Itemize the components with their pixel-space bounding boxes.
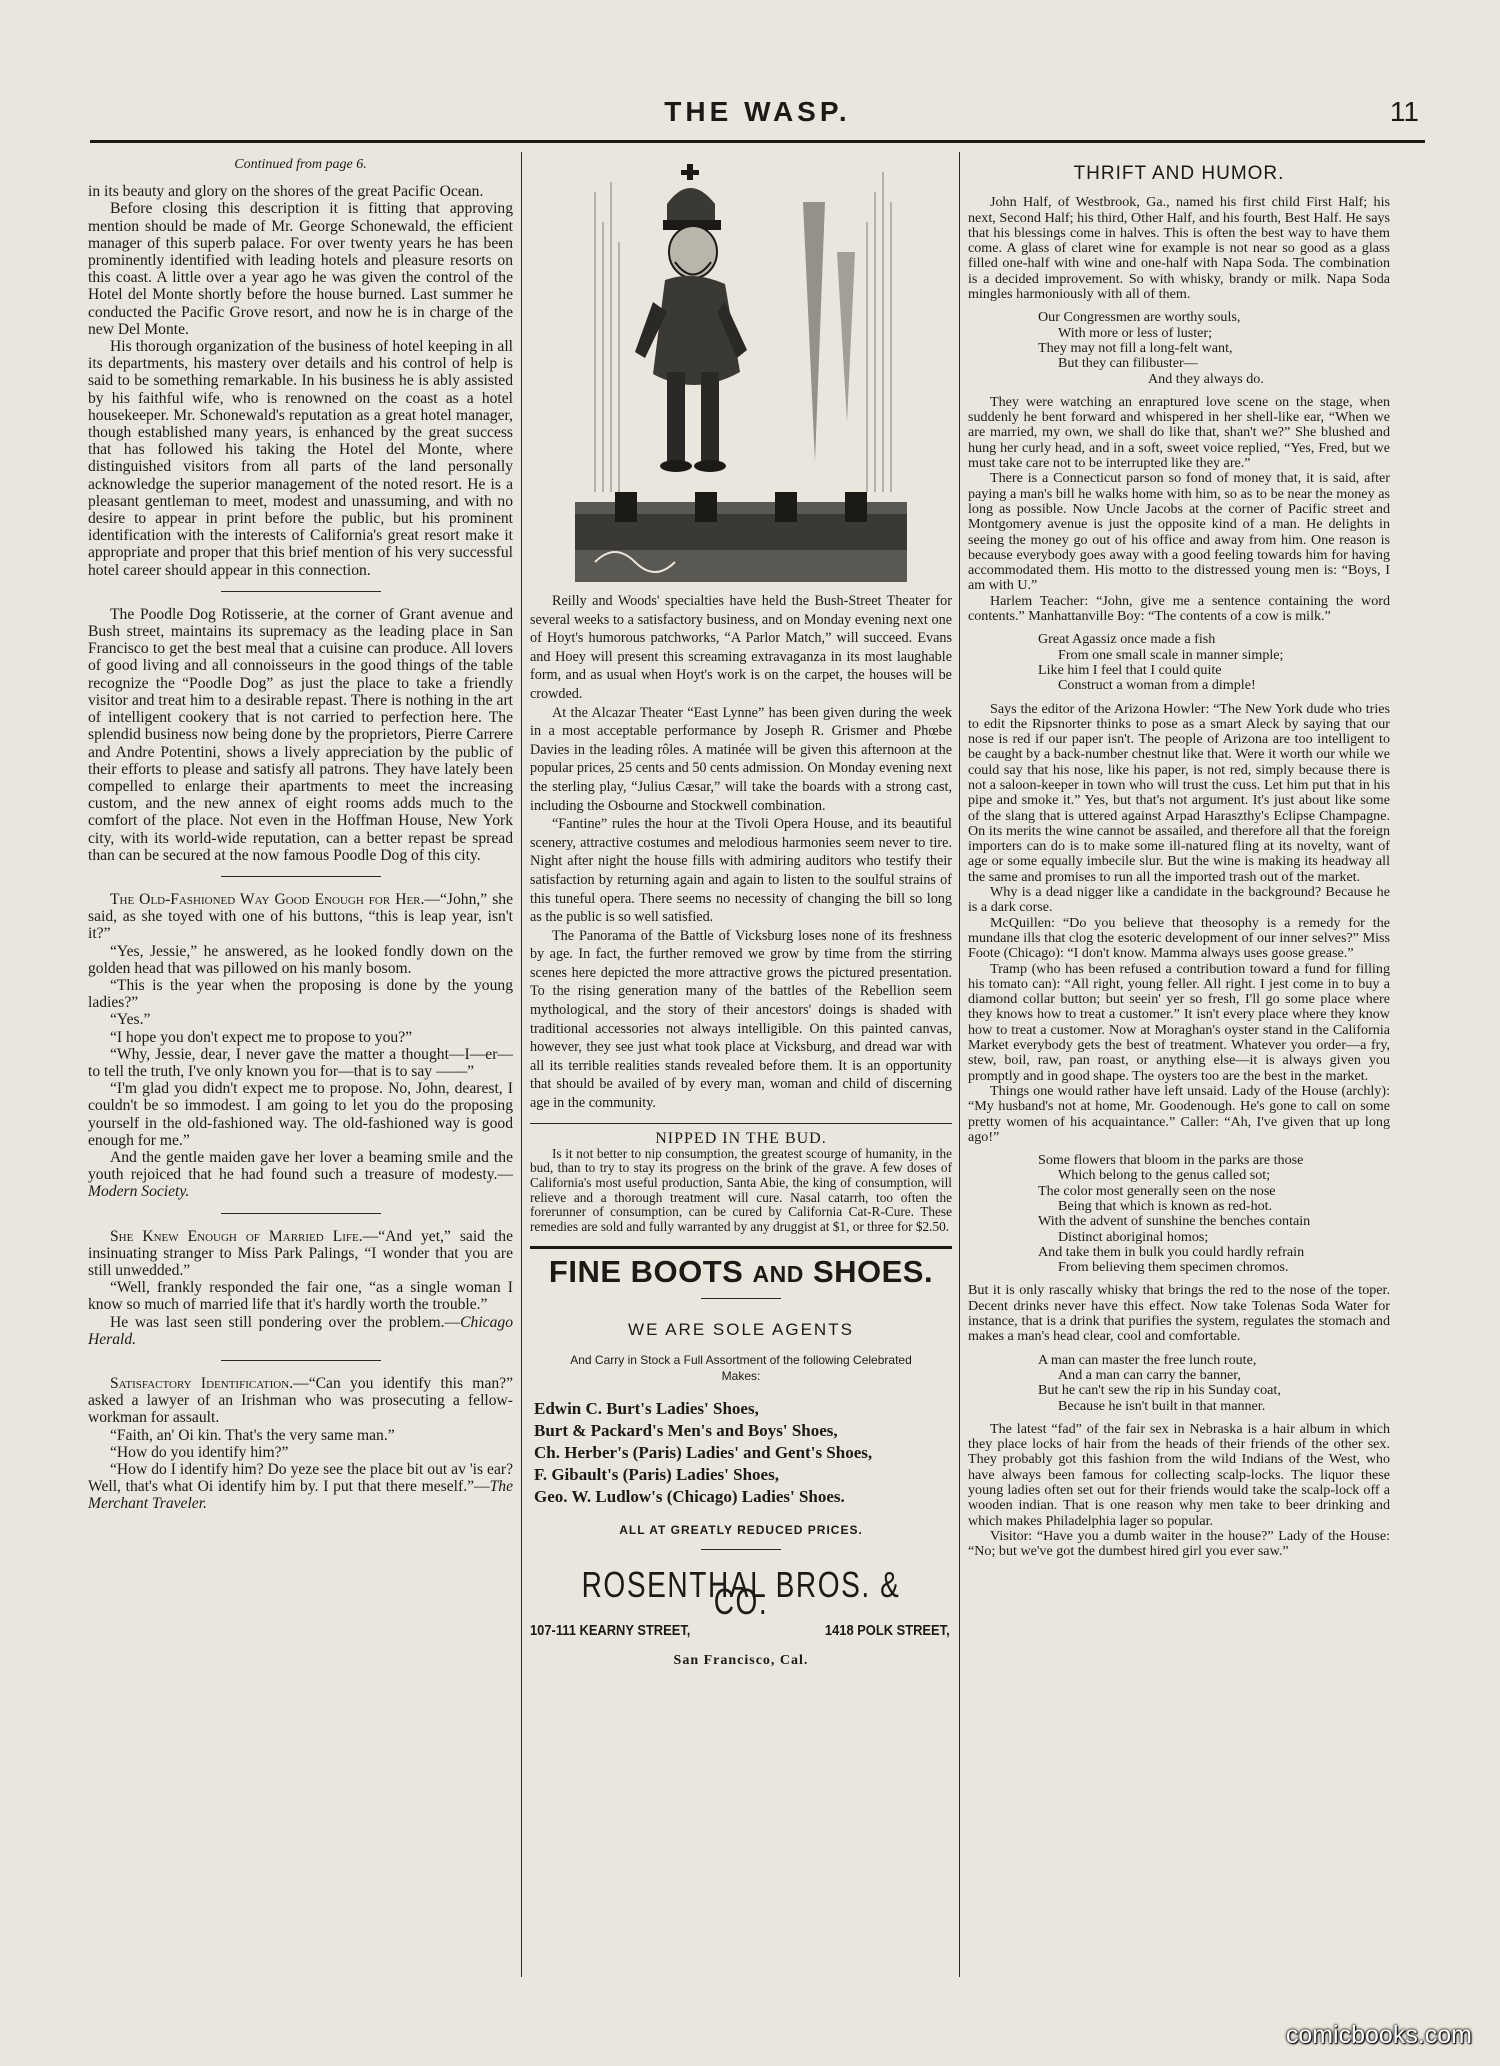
paragraph: “I'm glad you didn't expect me to propose. No, John, dearest, I couldn't be so immodest. I am going to let you do the proposing yourself in the old-fashioned way. The old-fashioned way is good enough for me.” [88, 1080, 513, 1149]
column-center [530, 152, 952, 1669]
ad-store-name: ROSENTHAL BROS. & CO. [581, 1564, 901, 1623]
paragraph: Reilly and Woods' specialties have held the Bush-Street Theater for several weeks to a satisfactory business, and on Monday evening next one of Hoyt's humorous patchworks, “A Parlor Match,” will succeed. Evans and Hoey will present this screaming extravaganza in its most laughable form, and as usual when Hoyt's work is on the carpet, the houses will be crowded. [530, 593, 952, 702]
paragraph: “Why, Jessie, dear, I never gave the matter a thought—I—er—to tell the truth, I've only known you for—that is to say ——” [88, 1045, 513, 1080]
divider [701, 1298, 781, 1299]
paragraph: Tramp (who has been refused a contribution toward a fund for filling his tomato can): “All right, young feller. All right. I jest come in to buy a diamond collar button; but seein' yer so fresh, I'll go some place where they knows how to treat a customer.” It isn't every place where they know how to treat a customer. Now at Moraghan's oyster stand in the California Market everybody gets the best of treatment. Whatever you order—a fry, stew, boil, raw, pan roast, or anything else—it is always given you promptly and in good shape. The oysters too are the best in the market. [968, 960, 1390, 1084]
poem [1038, 1153, 1390, 1275]
anecdote-end [88, 1461, 513, 1513]
ad-brand: Edwin C. Burt's Ladies' Shoes, [534, 1398, 759, 1418]
poem-line: And a man can carry the banner, [1058, 1366, 1241, 1383]
continued-note: Continued from page 6. [234, 157, 367, 172]
ad-title-part: SHOES. [812, 1254, 934, 1290]
column-divider [959, 152, 960, 1977]
ad-brand: Geo. W. Ludlow's (Chicago) Ladies' Shoes. [534, 1486, 845, 1506]
paragraph: “Yes.” [110, 1011, 151, 1029]
ad-brand: Ch. Herber's (Paris) Ladies' and Gent's Shoes, [534, 1442, 873, 1462]
advertisement-rule [530, 1246, 952, 1249]
poem-line: Our Congressmen are worthy souls, [1038, 309, 1241, 326]
ad-addresses [530, 1622, 950, 1639]
notice-heading: NIPPED IN THE BUD. [655, 1129, 827, 1147]
paragraph: There is a Connecticut parson so fond of money that, it is said, after paying a man's bill he walks home with him, so as to be near the money as long as possible. Now Uncle Jacobs at the corner of Pacific street and Montgomery avenue is just the opposite kind of a man. He delights in seeing the money go out of his office and away from him. One reason is because everybody goes away with a good feeling towards him for having accommodated them. His motto to the distressed young men is: “Boys, I am with U.” [968, 470, 1390, 594]
paragraph-text: And the gentle maiden gave her lover a beaming smile and the youth rejoiced that he had found such a treasure of modesty.— [88, 1148, 513, 1184]
paragraph: His thorough organization of the business of hotel keeping in all its departments, his mastery over details and his control of help is said to be something remarkable. In his business he is ably assisted by his faithful wife, who is renowned on the coast as a hotel housekeeper. Mr. Schonewald's reputation as a great hotel manager, though established many years, is enhanced by the great success that has followed his taking the Hotel del Monte, where distinguished visitors from all parts of the land personally acknowledge the superior management of the noted resort. He is a pleasant gentleman to meet, modest and unassuming, and with no desire to appear in print before the public, but his prominent identification with the interests of California's great resort make it appropriate and proper that this brief mention of his very successful hotel career should appear in this connection. [88, 338, 513, 579]
masthead-title: THE WASP. [664, 96, 851, 127]
anecdote [88, 1375, 513, 1427]
poem-line: But they can filibuster— [1058, 355, 1198, 372]
divider [530, 1123, 952, 1124]
poem-line: Great Agassiz once made a fish [1038, 631, 1216, 648]
poem-line: The color most generally seen on the nose [1038, 1182, 1276, 1199]
paragraph: The Poodle Dog Rotisserie, at the corner of Grant avenue and Bush street, maintains its supremacy as the leading place in San Francisco to get the best meal that a cuisine can produce. All lovers of good living and all connoisseurs in the good things of the table recognize the “Poodle Dog” as just the place to take a friendly visitor and treat him to a desirable repast. There is nothing in the art of intelligent cookery that is not carried to perfection here. The splendid business now being done by the proprietors, Pierre Carrere and Andre Potentini, shows a lively appreciation by the public of their efforts to please and satisfy all patrons. They have lately been compelled to enlarge their apartments to meet the increasing custom, and the new annex of eight rooms adds much to the comfort of the place. Not even in the Hoffman House, New York city, with its world-wide reputation, can a better repast be spread than can be secured at the now famous Poodle Dog of this city. [88, 605, 513, 864]
paragraph: They were watching an enraptured love scene on the stage, when suddenly he bent forward and whispered in her shell-like ear, “When we are married, my own, we shall do like that, shan't we?” She blushed and hung her curly head, and in a soft, sweet voice replied, “Yes, Fred, but we must take care not to be interrupted like they are.” [968, 393, 1390, 472]
paragraph: At the Alcazar Theater “East Lynne” has been given during the week in a most acceptable performance by Joseph R. Grismer and Phœbe Davies in the leading rôles. A matinée will be given this afternoon at the popular prices, 25 cents and 50 cents admission. On Monday evening next the sterling play, “Julius Cæsar,” will take the boards with a strong cast, including the Osbourne and Stockwell combination. [530, 704, 952, 814]
ad-title [530, 1254, 952, 1290]
watermark: comicbooks.com [1285, 2021, 1472, 2049]
paragraph: But it is only rascally whisky that brings the red to the nose of the toper. Decent drinks never have this effect. Now take Tolenas Soda Water for instance, that is a drink that purifies the system, regulates the stomach and makes a man's head clear, cool and comfortable. [968, 1282, 1390, 1345]
anecdote-end [88, 1314, 513, 1348]
poem [1038, 310, 1390, 386]
divider [701, 1549, 781, 1550]
paragraph: Before closing this description it is fitting that approving mention should be made of Mr. George Schonewald, the efficient manager of this superb palace. For over twenty years he has been prominently identified with leading hotels and pleasure resorts on this coast. A little over a year ago he was given the control of the Hotel del Monte shortly before the house burned. Last summer he conducted the Pacific Grove resort, and now he is in charge of the new Del Monte. [88, 200, 513, 338]
anecdote-end [88, 1149, 513, 1201]
paragraph-text: “How do I identify him? Do yeze see the place bit out av 'is ear? Well, that's what Oi identify him by. I put that there meself.”— [88, 1461, 513, 1496]
ad-city: San Francisco, Cal. [673, 1652, 809, 1668]
paragraph: “How do you identify him?” [110, 1443, 289, 1461]
paragraph-text: He was last seen still pondering over the problem.— [110, 1313, 461, 1331]
paragraph: Visitor: “Have you a dumb waiter in the house?” Lady of the House: “No; but we've got the dumbest hired girl you ever saw.” [968, 1527, 1390, 1560]
paragraph: The latest “fad” of the fair sex in Nebraska is a hair album in which they place locks of hair from the heads of their friends of the other sex. They probably got this fashion from the wild Indians of the West, who have always been famous for collecting scalp-locks. The liquor these young ladies often set out for their friends would take the scalp-lock off a wooden indian. That is one reason why men take to beer drinking and which makes Philadelphia lager so popular. [968, 1420, 1390, 1529]
advertisement [530, 1254, 952, 1668]
source-credit: The Merchant Traveler. [88, 1478, 513, 1513]
paragraph: The Panorama of the Battle of Vicksburg loses none of its freshness by age. In fact, the further removed we grow by time from the stirring scenes here depicted the more attractive grows the pictured presentation. To the rising generation many of the battles of the Rebellion seem mythological, and the story of their ancestors' doings is shaded with traditional accessories not always intelligible. On this painted canvas, however, they see just what took place at Vicksburg, and dread war with all its terrible realities stands revealed before them. It is an opportunity that should be availed of by every man, woman and child of discerning age in the community. [530, 927, 952, 1112]
anecdote [88, 1228, 513, 1280]
poem-line: And they always do. [1148, 370, 1264, 387]
poem-line: Distinct aboriginal homos; [1058, 1228, 1209, 1245]
paragraph-text: —“Can you identify this man?” asked a lawyer of an Irishman who was prosecuting a fellow-workman for assault. [88, 1375, 513, 1427]
poem-line: From one small scale in manner simple; [1058, 646, 1284, 663]
poem-line: A man can master the free lunch route, [1038, 1351, 1257, 1368]
divider [221, 591, 381, 592]
ad-sole-agents: WE ARE SOLE AGENTS [628, 1319, 854, 1339]
paragraph: Things one would rather have left unsaid. Lady of the House (archly): “My husband's not at home, Mr. Goodenough. He's gone to call on some pretty women of his acquaintance.” Caller: “Ah, I've given that up long ago!” [968, 1082, 1390, 1145]
ad-title-part: FINE BOOTS [548, 1254, 744, 1290]
paragraph: John Half, of Westbrook, Ga., named his first child First Half; his next, Second Half; his third, Other Half, and his fourth, Best Half. He says that his blessings come in halves. This is often the best way to have them come. A glass of claret wine for example is not near so good as a glass filled one-half with wine and one-half with Napa Soda. The combination is a decided improvement. So with whisky, brandy or milk. Napa Soda mingles harmoniously with all of them. [968, 194, 1390, 303]
paragraph: Says the editor of the Arizona Howler: “The New York dude who tries to edit the Ripsnorter thinks to pose as a smart Aleck by saying that our nose is red if our paper isn't. The people of Arizona are too intelligent to be caught by a back-number chestnut like that. Were it worth our while we could say that his nose, like his paper, is not red, simply because there is not a saloon-keeper in town who will trust the cuss. Let him put that in his pipe and smoke it.” Yes, but that's not argument. It's just about like some of the slang that is uttered against Arpad Haraszthy's Eclipse Champagne. On its merits the wine cannot be assailed, and therefore all that the foreign importers can do is to make some ill-natured fling at its novelty, want of age or some equally imbecile slur. But the wine is making its headway all the same and promises to run all the imported trash out of the market. [968, 700, 1390, 885]
page-number: 11 [1389, 96, 1419, 127]
poem [1038, 632, 1390, 693]
source-credit: Chicago Herald. [88, 1313, 513, 1348]
ad-brand: Burt & Packard's Men's and Boys' Shoes, [534, 1420, 838, 1440]
paragraph-text: —“John,” she said, as she toyed with one of his buttons, “this is leap year, isn't it?” [88, 890, 513, 943]
poem-line: Like him I feel that I could quite [1038, 661, 1222, 678]
paragraph: McQuillen: “Do you believe that theosophy is a remedy for the mundane ills that clog the esoteric development of our inner selves?” Miss Foote (Chicago): “I don't know. Mamma always uses goose grease.” [968, 914, 1390, 962]
poem-line: Construct a woman from a dimple! [1058, 677, 1256, 694]
paragraph-text: —“And yet,” said the insinuating stranger to Miss Park Palings, “I wonder that you are still unwedded.” [88, 1227, 513, 1279]
poem-line: Some flowers that bloom in the parks are those [1038, 1152, 1304, 1169]
paragraph: “Well, frankly responded the fair one, “as a single woman I know so much of married life that it's hardly worth the trouble.” [88, 1279, 513, 1314]
paragraph: Why is a dead nigger like a candidate in the background? Because he is a dark corse. [968, 884, 1390, 916]
poem-line: Being that which is known as red-hot. [1058, 1198, 1273, 1214]
paragraph: “Yes, Jessie,” he answered, as he looked fondly down on the golden head that was pillowed on his manly bosom. [88, 942, 513, 977]
ad-reduced-prices: ALL AT GREATLY REDUCED PRICES. [619, 1522, 863, 1537]
poem [1038, 1353, 1390, 1414]
masthead-rule [90, 140, 1425, 143]
source-credit: Modern Society. [88, 1183, 190, 1201]
paragraph: Harlem Teacher: “John, give me a sentence containing the word contents.” Manhattanville Boy: “The contents of a cow is milk.” [968, 592, 1390, 625]
paragraph: “I hope you don't expect me to propose to you?” [110, 1028, 413, 1046]
column-right [968, 152, 1390, 1560]
paragraph: Is it not better to nip consumption, the greatest scourge of humanity, in the bud, than to try to stay its progress on the brink of the grave. A few doses of California's most useful production, Santa Abie, the king of consumption, will relieve and a thorough treatment will cure. Nasal catarrh, too often the forerunner of consumption, can be cured by California Cat-R-Cure. These remedies are sold and fully warranted by any druggist at $1, or three for $2.50. [530, 1145, 952, 1234]
poem-line: With the advent of sunshine the benches contain [1038, 1213, 1311, 1230]
poem-line: Because he isn't built in that manner. [1058, 1397, 1266, 1414]
anecdote-heading: Satisfactory Identification. [110, 1375, 294, 1392]
poem-line: And take them in bulk you could hardly refrain [1038, 1243, 1305, 1260]
poem-line: They may not fill a long-felt want, [1038, 339, 1233, 356]
divider [221, 876, 381, 877]
anecdote-heading: The Old-Fashioned Way Good Enough for Her. [110, 890, 425, 908]
anecdote [88, 891, 513, 943]
section-heading: THRIFT AND HUMOR. [1073, 163, 1285, 184]
column-left [88, 152, 513, 1513]
divider [221, 1213, 381, 1214]
paragraph: in its beauty and glory on the shores of the great Pacific Ocean. [88, 183, 484, 201]
paragraph: “Fantine” rules the hour at the Tivoli Opera House, and its beautiful scenery, attractive costumes and melodious harmonies seem never to tire. Night after night the house fills with admiring auditors who testify their satisfaction by returning again and again to listen to the soulful strains of this tuneful opera. There seems no necessity of changing the bill so long as the public is so well satisfied. [530, 816, 952, 926]
paragraph: “Faith, an' Oi kin. That's the very same man.” [110, 1426, 395, 1444]
ad-carry-text: And Carry in Stock a Full Assortment of the following Celebrated Makes: [570, 1352, 912, 1383]
divider [221, 1360, 381, 1361]
ad-title-part: AND [752, 1261, 804, 1288]
ad-address-right: 1418 POLK STREET, [824, 1622, 950, 1640]
poem-line: But he can't sew the rip in his Sunday coat, [1038, 1382, 1281, 1399]
engraving-illustration [575, 162, 907, 582]
anecdote-heading: She Knew Enough of Married Life. [110, 1227, 363, 1245]
poem-line: Which belong to the genus called sot; [1058, 1167, 1271, 1184]
column-divider [521, 152, 522, 1977]
ad-brand: F. Gibault's (Paris) Ladies' Shoes, [534, 1464, 779, 1484]
poem-line: From believing them specimen chromos. [1058, 1259, 1289, 1276]
ad-address-left: 107-111 KEARNY STREET, [530, 1622, 691, 1640]
masthead [90, 96, 1425, 138]
paragraph: “This is the year when the proposing is done by the young ladies?” [88, 976, 513, 1012]
poem-line: With more or less of luster; [1058, 324, 1213, 341]
